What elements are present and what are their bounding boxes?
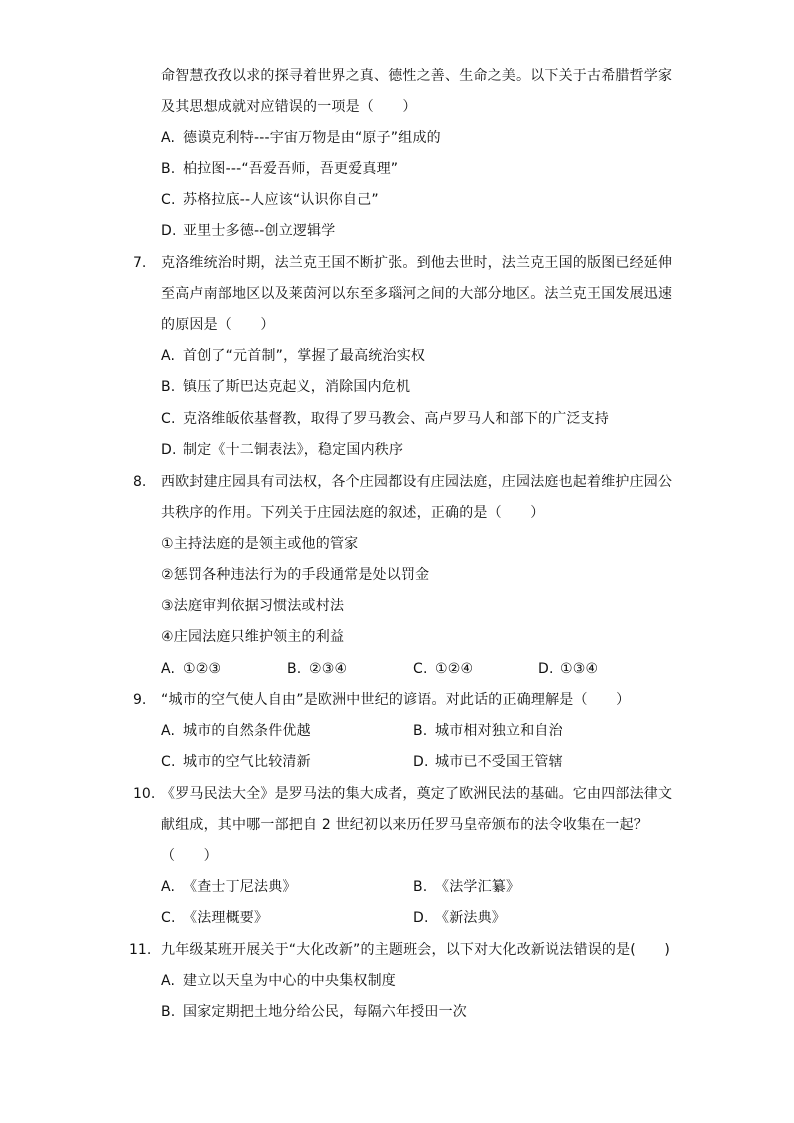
option-text: 制定《十二铜表法》，稳定国内秩序 bbox=[183, 442, 404, 458]
option-letter: D. bbox=[538, 661, 554, 677]
question-10-option-c[interactable] bbox=[161, 908, 268, 928]
question-number: 8. bbox=[133, 474, 147, 490]
option-letter: B. bbox=[161, 1004, 176, 1020]
option-text: 城市的自然条件优越 bbox=[183, 723, 311, 739]
option-letter: D. bbox=[413, 754, 429, 770]
question-number: 11. bbox=[129, 942, 152, 958]
option-letter: C. bbox=[161, 411, 176, 427]
question-7-option-a[interactable] bbox=[161, 346, 425, 366]
question-10-text-line: 《罗马民法大全》是罗马法的集大成者，奠定了欧洲民法的基础。它由四部法律文 bbox=[161, 786, 673, 802]
option-text: ①③④ bbox=[560, 661, 599, 677]
option-text: 柏拉图---“吾爱吾师，吾更爱真理” bbox=[183, 161, 399, 177]
option-text: 建立以天皇为中心的中央集权制度 bbox=[183, 973, 396, 989]
question-number: 10. bbox=[133, 786, 156, 802]
option-text: 亚里士多德--创立逻辑学 bbox=[183, 223, 336, 239]
option-letter: D. bbox=[161, 442, 177, 458]
question-9-option-a[interactable] bbox=[161, 721, 311, 741]
option-text: ①②④ bbox=[435, 661, 474, 677]
question-6-option-d[interactable] bbox=[161, 221, 336, 241]
option-text: 德谟克利特---宇宙万物是由“原子”组成的 bbox=[183, 130, 441, 146]
option-text: 首创了“元首制”，掌握了最高统治实权 bbox=[183, 348, 426, 364]
option-letter: A. bbox=[161, 723, 176, 739]
question-8-option-b[interactable] bbox=[287, 659, 347, 679]
option-letter: C. bbox=[161, 754, 176, 770]
option-text: 《查士丁尼法典》 bbox=[183, 879, 297, 895]
question-10-text-line: （ ） bbox=[161, 848, 218, 864]
question-7-option-b[interactable] bbox=[161, 377, 410, 397]
option-text: ②③④ bbox=[309, 661, 348, 677]
question-6-option-b[interactable] bbox=[161, 159, 398, 179]
question-8-text-line: 共秩序的作用。下列关于庄园法庭的叙述，正确的是（ ） bbox=[161, 505, 545, 521]
question-8-statement: ②惩罚各种违法行为的手段通常是处以罚金 bbox=[161, 567, 430, 583]
question-8-statement: ④庄园法庭只维护领主的利益 bbox=[161, 629, 345, 645]
option-letter: B. bbox=[413, 723, 428, 739]
question-8-option-c[interactable] bbox=[413, 659, 473, 679]
option-text: 《法学汇纂》 bbox=[435, 879, 521, 895]
option-text: 镇压了斯巴达克起义，消除国内危机 bbox=[183, 379, 411, 395]
option-letter: B. bbox=[287, 661, 302, 677]
option-letter: C. bbox=[161, 192, 176, 208]
option-letter: D. bbox=[413, 910, 429, 926]
option-letter: A. bbox=[161, 130, 176, 146]
question-7-option-d[interactable] bbox=[161, 440, 403, 460]
question-7-text-line: 的原因是（ ） bbox=[161, 317, 275, 333]
question-8-statement: ③法庭审判依据习惯法或村法 bbox=[161, 598, 345, 614]
option-text: 《新法典》 bbox=[435, 910, 506, 926]
question-6-option-c[interactable] bbox=[161, 190, 379, 210]
question-9-text-line: “城市的空气使人自由”是欧洲中世纪的谚语。对此话的正确理解是（ ） bbox=[161, 692, 631, 708]
question-8-option-a[interactable] bbox=[161, 659, 221, 679]
option-letter: B. bbox=[413, 879, 428, 895]
question-9-option-b[interactable] bbox=[413, 721, 563, 741]
question-6-text-line: 及其思想成就对应错误的一项是（ ） bbox=[161, 99, 417, 115]
option-text: 《法理概要》 bbox=[183, 910, 269, 926]
option-text: 城市的空气比较清新 bbox=[183, 754, 311, 770]
option-letter: B. bbox=[161, 161, 176, 177]
option-letter: A. bbox=[161, 973, 176, 989]
question-9-option-c[interactable] bbox=[161, 752, 311, 772]
question-11-text-line: 九年级某班开展关于“大化改新”的主题班会，以下对大化改新说法错误的是( ) bbox=[161, 942, 671, 958]
question-8-option-d[interactable] bbox=[538, 659, 598, 679]
question-10-option-b[interactable] bbox=[413, 877, 520, 897]
option-text: 苏格拉底--人应该“认识你自己” bbox=[183, 192, 379, 208]
option-text: 城市已不受国王管辖 bbox=[435, 754, 563, 770]
question-8-statement: ①主持法庭的是领主或他的管家 bbox=[161, 536, 359, 552]
option-letter: A. bbox=[161, 348, 176, 364]
question-10-option-a[interactable] bbox=[161, 877, 297, 897]
option-letter: A. bbox=[161, 879, 176, 895]
question-8-text-line: 西欧封建庄园具有司法权，各个庄园都设有庄园法庭，庄园法庭也起着维护庄园公 bbox=[161, 474, 673, 490]
option-letter: C. bbox=[413, 661, 428, 677]
option-letter: B. bbox=[161, 379, 176, 395]
option-text: 城市相对独立和自治 bbox=[435, 723, 563, 739]
question-7-text-line: 至高卢南部地区以及莱茵河以东至多瑙河之间的大部分地区。法兰克王国发展迅速 bbox=[161, 286, 673, 302]
option-text: 克洛维皈依基督教，取得了罗马教会、高卢罗马人和部下的广泛支持 bbox=[183, 411, 609, 427]
option-text: ①②③ bbox=[183, 661, 222, 677]
question-number: 7. bbox=[133, 255, 147, 271]
question-7-option-c[interactable] bbox=[161, 409, 609, 429]
option-text: 国家定期把土地分给公民，每隔六年授田一次 bbox=[183, 1004, 467, 1020]
question-10-text-line: 献组成，其中哪一部把自 2 世纪初以来历任罗马皇帝颁布的法令收集在一起？ bbox=[161, 817, 649, 833]
option-letter: D. bbox=[161, 223, 177, 239]
option-letter: A. bbox=[161, 661, 176, 677]
question-6-option-a[interactable] bbox=[161, 128, 441, 148]
option-letter: C. bbox=[161, 910, 176, 926]
question-7-text-line: 克洛维统治时期，法兰克王国不断扩张。到他去世时，法兰克王国的版图已经延伸 bbox=[161, 255, 673, 271]
question-9-option-d[interactable] bbox=[413, 752, 563, 772]
question-11-option-a[interactable] bbox=[161, 971, 396, 991]
question-number: 9. bbox=[133, 692, 147, 708]
question-11-option-b[interactable] bbox=[161, 1002, 467, 1022]
question-10-option-d[interactable] bbox=[413, 908, 506, 928]
question-6-text-line: 命智慧孜孜以求的探寻着世界之真、德性之善、生命之美。以下关于古希腊哲学家 bbox=[161, 68, 673, 84]
